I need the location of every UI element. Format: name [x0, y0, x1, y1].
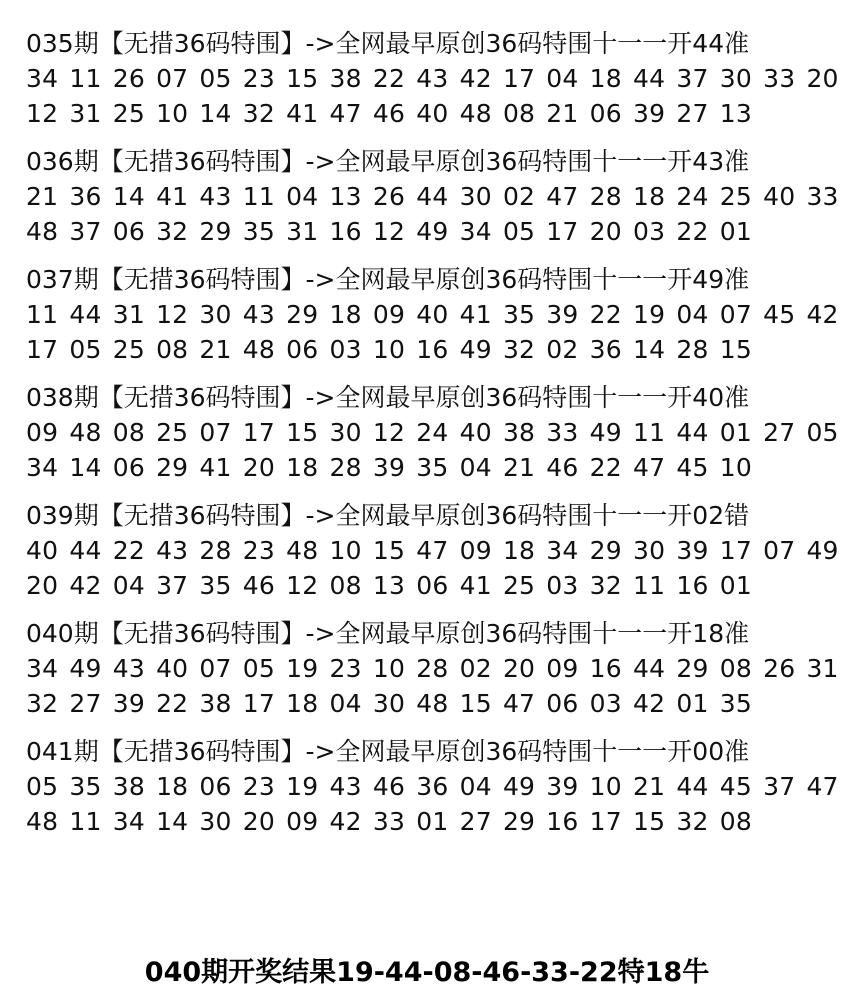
record-title: 038期【无措36码特围】->全网最早原创36码特围十一一开40准 [26, 383, 750, 412]
record-038 [26, 380, 839, 485]
record-title: 035期【无措36码特围】->全网最早原创36码特围十一一开44准 [26, 29, 750, 58]
record-036 [26, 144, 839, 249]
record-title: 040期【无措36码特围】->全网最早原创36码特围十一一开18准 [26, 619, 750, 648]
record-numbers-line-1: 34 11 26 07 05 23 15 38 22 43 42 17 04 18 44 37 30 33 20 [26, 64, 839, 93]
record-numbers-line-2: 48 11 34 14 30 20 09 42 33 01 27 29 16 17 15 32 08 [26, 807, 752, 836]
record-numbers-line-1: 21 36 14 41 43 11 04 13 26 44 30 02 47 28 18 24 25 40 33 [26, 182, 839, 211]
record-numbers-line-1: 40 44 22 43 28 23 48 10 15 47 09 18 34 29 30 39 17 07 49 [26, 536, 839, 565]
record-numbers-line-2: 34 14 06 29 41 20 18 28 39 35 04 21 46 22 47 45 10 [26, 453, 752, 482]
record-037 [26, 262, 839, 367]
record-numbers-line-2: 32 27 39 22 38 17 18 04 30 48 15 47 06 03 42 01 35 [26, 689, 752, 718]
draw-result-footer: 040期开奖结果19-44-08-46-33-22特18牛 [144, 957, 710, 988]
record-numbers-line-1: 09 48 08 25 07 17 15 30 12 24 40 38 33 49 11 44 01 27 05 [26, 418, 839, 447]
record-title: 036期【无措36码特围】->全网最早原创36码特围十一一开43准 [26, 147, 750, 176]
record-numbers-line-1: 34 49 43 40 07 05 19 23 10 28 02 20 09 16 44 29 08 26 31 [26, 654, 839, 683]
record-040 [26, 616, 839, 721]
record-041 [26, 734, 839, 839]
record-title: 037期【无措36码特围】->全网最早原创36码特围十一一开49准 [26, 265, 750, 294]
record-title: 041期【无措36码特围】->全网最早原创36码特围十一一开00准 [26, 737, 750, 766]
record-numbers-line-1: 11 44 31 12 30 43 29 18 09 40 41 35 39 22 19 04 07 45 42 [26, 300, 839, 329]
record-numbers-line-2: 12 31 25 10 14 32 41 47 46 40 48 08 21 06 39 27 13 [26, 99, 752, 128]
record-numbers-line-2: 48 37 06 32 29 35 31 16 12 49 34 05 17 20 03 22 01 [26, 217, 752, 246]
prediction-records-list [26, 26, 839, 852]
record-numbers-line-2: 20 42 04 37 35 46 12 08 13 06 41 25 03 32 11 16 01 [26, 571, 752, 600]
record-title: 039期【无措36码特围】->全网最早原创36码特围十一一开02错 [26, 501, 750, 530]
record-035 [26, 26, 839, 131]
record-numbers-line-1: 05 35 38 18 06 23 19 43 46 36 04 49 39 10 21 44 45 37 47 [26, 772, 839, 801]
record-039 [26, 498, 839, 603]
record-numbers-line-2: 17 05 25 08 21 48 06 03 10 16 49 32 02 36 14 28 15 [26, 335, 752, 364]
